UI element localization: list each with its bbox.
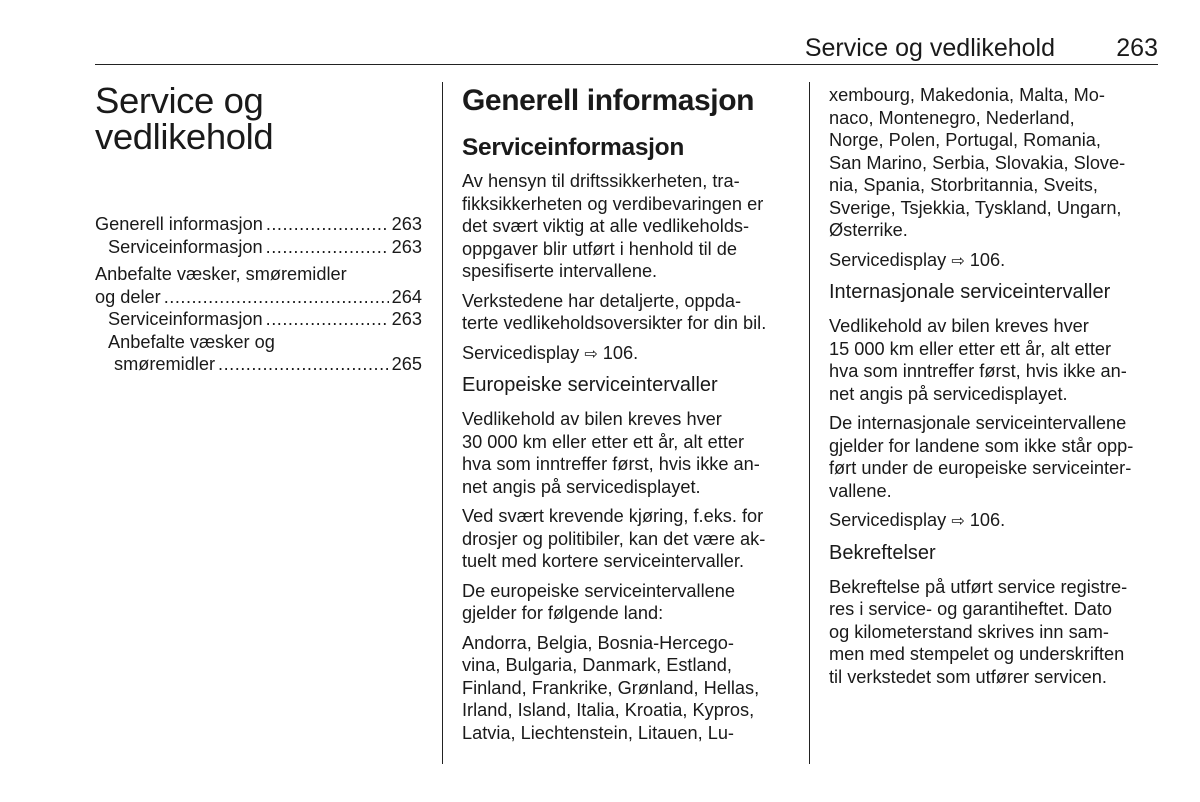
cross-reference[interactable]: Servicedisplay ⇨ 106. bbox=[829, 509, 1159, 534]
page-number: 263 bbox=[1116, 34, 1158, 62]
arrow-right-icon: ⇨ bbox=[951, 252, 965, 270]
toc-entry[interactable]: smøremidler ..... 265 bbox=[95, 353, 422, 376]
chapter-title: Service og vedlikehold bbox=[95, 80, 274, 157]
paragraph: Ved svært krevende kjøring, f.eks. for drosjer og politibiler, kan det være ak- tuelt med kortere serviceintervaller. bbox=[462, 506, 766, 571]
paragraph-country-list: Andorra, Belgia, Bosnia-Hercego- vina, Bulgaria, Danmark, Estland, Finland, Frankrike, Grønland, Hellas, Irland, Island, Italia, Kroatia, Kypros, Latvia, Liechtenstein, Litauen, Lu- bbox=[462, 632, 760, 743]
heading-confirmations: Bekreftelser bbox=[829, 541, 936, 564]
toc-entry[interactable]: Serviceinformasjon ..... 263 bbox=[95, 308, 422, 331]
paragraph: De internasjonale serviceintervallene gjelder for landene som ikke står opp- ført under de europeiske serviceinter- vallene. bbox=[829, 413, 1134, 501]
column-divider-2 bbox=[809, 82, 810, 764]
toc-entry[interactable]: og deler ..... 264 bbox=[95, 286, 422, 309]
cross-reference[interactable]: Servicedisplay ⇨ 106. bbox=[462, 342, 792, 367]
toc-entry-line[interactable]: Anbefalte væsker og bbox=[108, 331, 275, 352]
paragraph: Bekreftelse på utført service registre- res i service- og garantiheftet. Dato og kilometerstand skrives inn sam- men med stempelet og underskriften til verkstedet som utfører servicen. bbox=[829, 576, 1128, 687]
arrow-right-icon: ⇨ bbox=[584, 345, 598, 363]
heading-international-intervals: Internasjonale serviceintervaller bbox=[829, 281, 1111, 303]
toc-entry[interactable]: Serviceinformasjon ..... 263 bbox=[95, 236, 422, 259]
toc-entry[interactable]: Generell informasjon ..... 263 bbox=[95, 213, 422, 236]
table-of-contents bbox=[95, 213, 422, 376]
section-title: Generell informasjon bbox=[462, 84, 755, 117]
column-2-body bbox=[462, 170, 792, 751]
header-rule bbox=[95, 64, 1158, 65]
paragraph: Vedlikehold av bilen kreves hver 30 000 km eller etter ett år, alt etter hva som inntreffer først, hvis ikke an- net angis på servicedisplayet. bbox=[462, 409, 760, 497]
paragraph: Av hensyn til driftssikkerheten, tra- fikksikkerheten og verdibevaringen er det svært viktig at alle vedlikeholds- oppgaver blir utført i henhold til de spesifiserte intervallene. bbox=[462, 171, 764, 281]
subsection-title: Serviceinformasjon bbox=[462, 134, 684, 161]
paragraph: De europeiske serviceintervallene gjelder for følgende land: bbox=[462, 580, 735, 623]
cross-reference[interactable]: Servicedisplay ⇨ 106. bbox=[829, 249, 1159, 274]
running-header-title: Service og vedlikehold bbox=[804, 34, 1055, 62]
arrow-right-icon: ⇨ bbox=[951, 513, 965, 530]
toc-entry-line[interactable]: Anbefalte væsker, smøremidler bbox=[95, 264, 347, 284]
paragraph: Vedlikehold av bilen kreves hver 15 000 km eller etter ett år, alt etter hva som inntreffer først, hvis ikke an- net angis på servicedisplayet. bbox=[829, 316, 1127, 404]
heading-european-intervals: Europeiske serviceintervaller bbox=[462, 374, 718, 396]
column-3-body bbox=[829, 84, 1159, 695]
paragraph: Verkstedene har detaljerte, oppda- terte vedlikeholdsoversikter for din bil. bbox=[462, 290, 767, 333]
paragraph-country-list-cont: xembourg, Makedonia, Malta, Mo- naco, Montenegro, Nederland, Norge, Polen, Portugal, Romania, San Marino, Serbia, Slovakia, Slove- nia, Spania, Storbritannia, Sveits, Sverige, Tsjekkia, Tyskland, Ungarn, Østerrike. bbox=[829, 85, 1126, 240]
column-divider-1 bbox=[442, 82, 443, 764]
